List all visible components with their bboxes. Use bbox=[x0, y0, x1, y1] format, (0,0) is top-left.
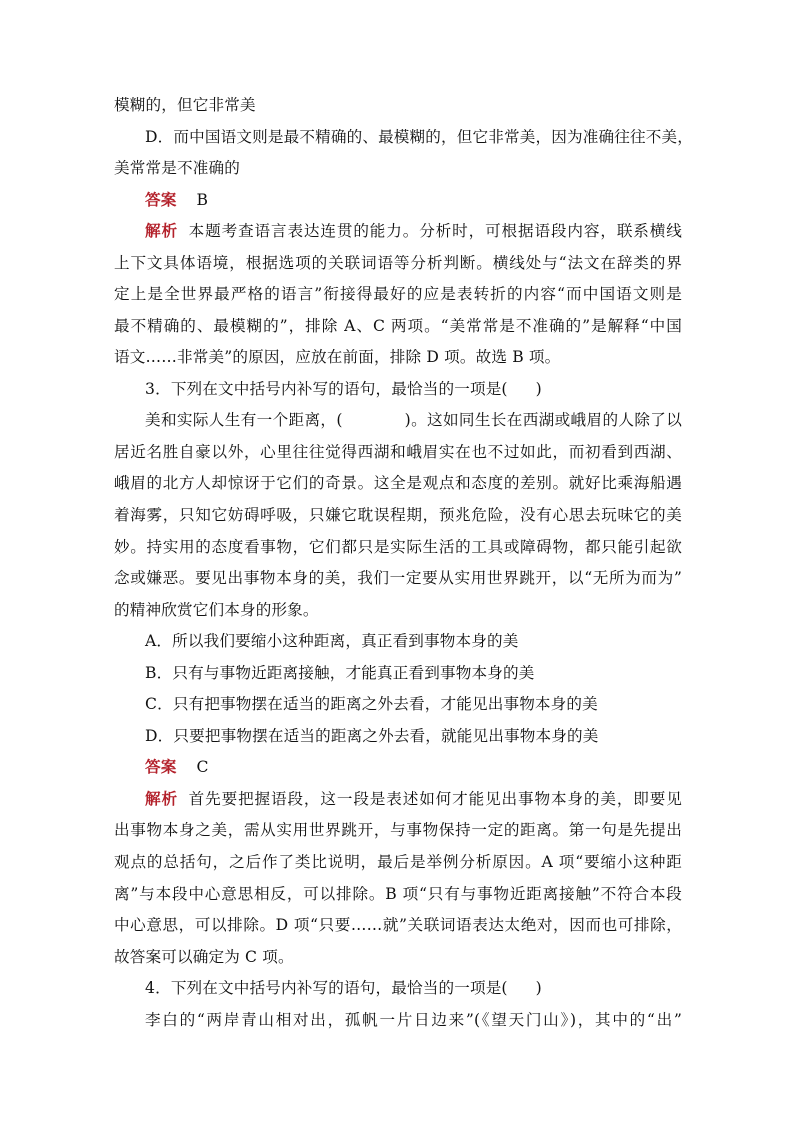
passage-line: 李白的“两岸青山相对出，孤帆一片日边来”(《望天门山》)，其中的“出” bbox=[145, 1011, 682, 1029]
passage-line: 念或嫌恶。要见出事物本身的美，我们一定要从实用世界跳开，以“无所为而为” bbox=[114, 569, 682, 587]
analysis-text: 首先要把握语段，这一段是表述如何才能见出事物本身的美，即要见 bbox=[187, 790, 682, 808]
paragraph-line: 离”与本段中心意思相反，可以排除。B 项“只有与事物近距离接触”不符合本段 bbox=[114, 885, 682, 903]
question-4-stem bbox=[145, 978, 682, 998]
analysis-label: 解析 bbox=[145, 789, 178, 808]
paragraph-line: 上下文具体语境，根据选项的关联词语等分析判断。横线处与“法文在辞类的界 bbox=[114, 254, 682, 272]
option-a: A．所以我们要缩小这种距离，真正看到事物本身的美 bbox=[145, 632, 519, 650]
paragraph-line: 中心意思，可以排除。D 项“只要……就”关联词语表达太绝对，因而也可排除， bbox=[114, 916, 682, 934]
option-c: C．只有把事物摆在适当的距离之外去看，才能见出事物本身的美 bbox=[145, 695, 598, 713]
passage-line: 峨眉的北方人却惊讶于它们的奇景。这全是观点和态度的差别。就好比乘海船遇 bbox=[114, 474, 682, 492]
answer-row-q3 bbox=[145, 757, 682, 777]
passage-line: 的精神欣赏它们本身的形象。 bbox=[114, 601, 319, 619]
option-d: D．只要把事物摆在适当的距离之外去看，就能见出事物本身的美 bbox=[145, 727, 599, 745]
option-d: D．而中国语文则是最不精确的、最模糊的，但它非常美，因为准确往往不美， bbox=[145, 128, 693, 146]
paragraph-line: 观点的总括句，之后作了类比说明，最后是举例分析原因。A 项“要缩小这种距 bbox=[114, 853, 682, 871]
passage-line: 妙。持实用的态度看事物，它们都只是实际生活的工具或障碍物，都只能引起欲 bbox=[114, 538, 682, 556]
question-4-text: 4．下列在文中括号内补写的语句，最恰当的一项是( bbox=[145, 979, 508, 997]
option-c-continuation: 模糊的，但它非常美 bbox=[114, 96, 256, 114]
question-3-close-paren: ) bbox=[535, 380, 542, 398]
answer-label: 答案 bbox=[145, 757, 177, 776]
paragraph-line: 语文……非常美”的原因，应放在前面，排除 D 项。故选 B 项。 bbox=[114, 348, 561, 366]
answer-row-q2 bbox=[145, 190, 682, 210]
passage-line: 着海雾，只知它妨碍呼吸，只嫌它耽误程期，预兆危险，没有心思去玩味它的美 bbox=[114, 506, 682, 524]
paragraph-line: 出事物本身之美，需从实用世界跳开，与事物保持一定的距离。第一句是先提出 bbox=[114, 821, 682, 839]
answer-value: B bbox=[196, 191, 209, 209]
answer-value: C bbox=[196, 758, 209, 776]
question-4-close-paren: ) bbox=[535, 979, 542, 997]
answer-label: 答案 bbox=[145, 190, 177, 209]
option-d-continuation: 美常常是不准确的 bbox=[114, 159, 240, 177]
paragraph-line: 故答案可以确定为 C 项。 bbox=[114, 948, 294, 966]
analysis-row-q2 bbox=[145, 221, 682, 241]
passage-text: 美和实际人生有一个距离，( bbox=[145, 411, 343, 429]
option-b: B．只有与事物近距离接触，才能真正看到事物本身的美 bbox=[145, 664, 535, 682]
analysis-text: 本题考查语言表达连贯的能力。分析时，可根据语段内容，联系横线 bbox=[187, 222, 682, 240]
passage-line-with-blank bbox=[145, 410, 682, 430]
analysis-row-q3 bbox=[145, 789, 682, 809]
question-3-text: 3．下列在文中括号内补写的语句，最恰当的一项是( bbox=[145, 380, 508, 398]
question-3-stem bbox=[145, 379, 682, 399]
analysis-label: 解析 bbox=[145, 221, 178, 240]
paragraph-line: 定上是全世界最严格的语言”衔接得最好的应是表转折的内容“而中国语文则是 bbox=[114, 285, 682, 303]
paragraph-line: 最不精确的、最模糊的”，排除 A、C 两项。“美常常是不准确的”是解释“中国 bbox=[114, 317, 682, 335]
passage-line: 居近名胜自豪以外，心里往往觉得西湖和峨眉实在也不过如此，而初看到西湖、 bbox=[114, 443, 682, 461]
passage-text: )。这如同生长在西湖或峨眉的人除了以 bbox=[404, 411, 682, 429]
